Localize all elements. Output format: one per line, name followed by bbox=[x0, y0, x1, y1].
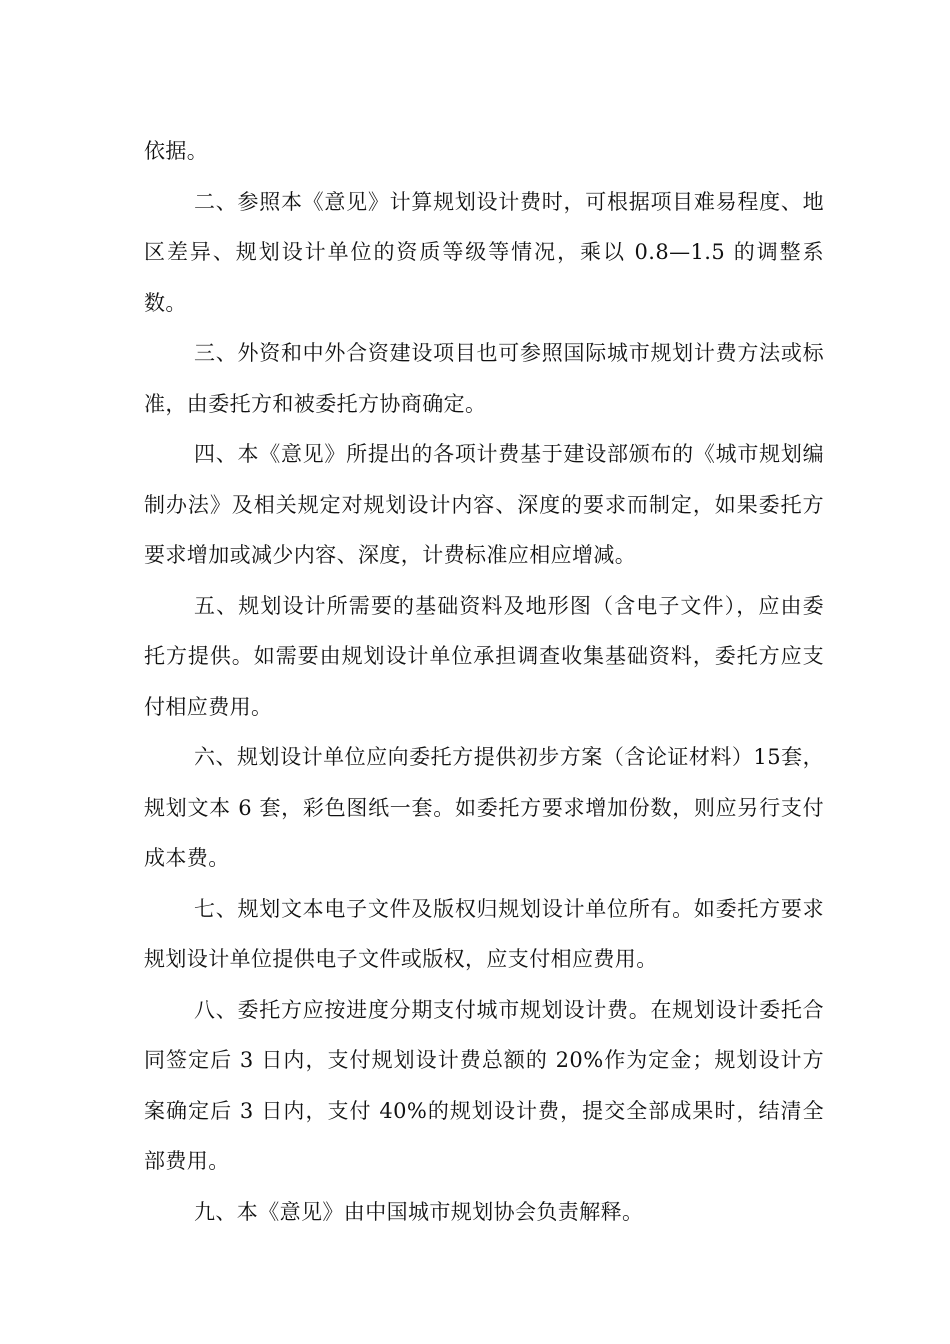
paragraph-item-9: 九、本《意见》由中国城市规划协会负责解释。 bbox=[194, 1199, 644, 1224]
paragraph-item-2: 二、参照本《意见》计算规划设计费时，可根据项目难易程度、地区差异、规划设计单位的资质等级等情况，乘以 0.8—1.5 的调整系数。 bbox=[144, 189, 824, 315]
paragraph-item-5: 五、规划设计所需要的基础资料及地形图（含电子文件），应由委托方提供。如需要由规划设计单位承担调查收集基础资料，委托方应支付相应费用。 bbox=[144, 593, 824, 719]
paragraph-item-3: 三、外资和中外合资建设项目也可参照国际城市规划计费方法或标准，由委托方和被委托方协商确定。 bbox=[144, 341, 824, 416]
paragraph-item-7: 七、规划文本电子文件及版权归规划设计单位所有。如委托方要求规划设计单位提供电子文件或版权，应支付相应费用。 bbox=[144, 896, 824, 971]
paragraph-item-6: 六、规划设计单位应向委托方提供初步方案（含论证材料）15套，规划文本 6 套，彩色图纸一套。如委托方要求增加份数，则应另行支付成本费。 bbox=[144, 745, 824, 870]
paragraph-continuation: 依据。 bbox=[144, 139, 209, 163]
document-body bbox=[144, 126, 824, 1237]
paragraph-item-4: 四、本《意见》所提出的各项计费基于建设部颁布的《城市规划编制办法》及相关规定对规划设计内容、深度的要求而制定，如果委托方要求增加或减少内容、深度，计费标准应相应增减。 bbox=[144, 442, 824, 567]
paragraph-item-8: 八、委托方应按进度分期支付城市规划设计费。在规划设计委托合同签定后 3 日内，支付规划设计费总额的 20%作为定金；规划设计方案确定后 3 日内，支付 40%的规划设计费，提交全部成果时，结清全部费用。 bbox=[144, 997, 824, 1173]
